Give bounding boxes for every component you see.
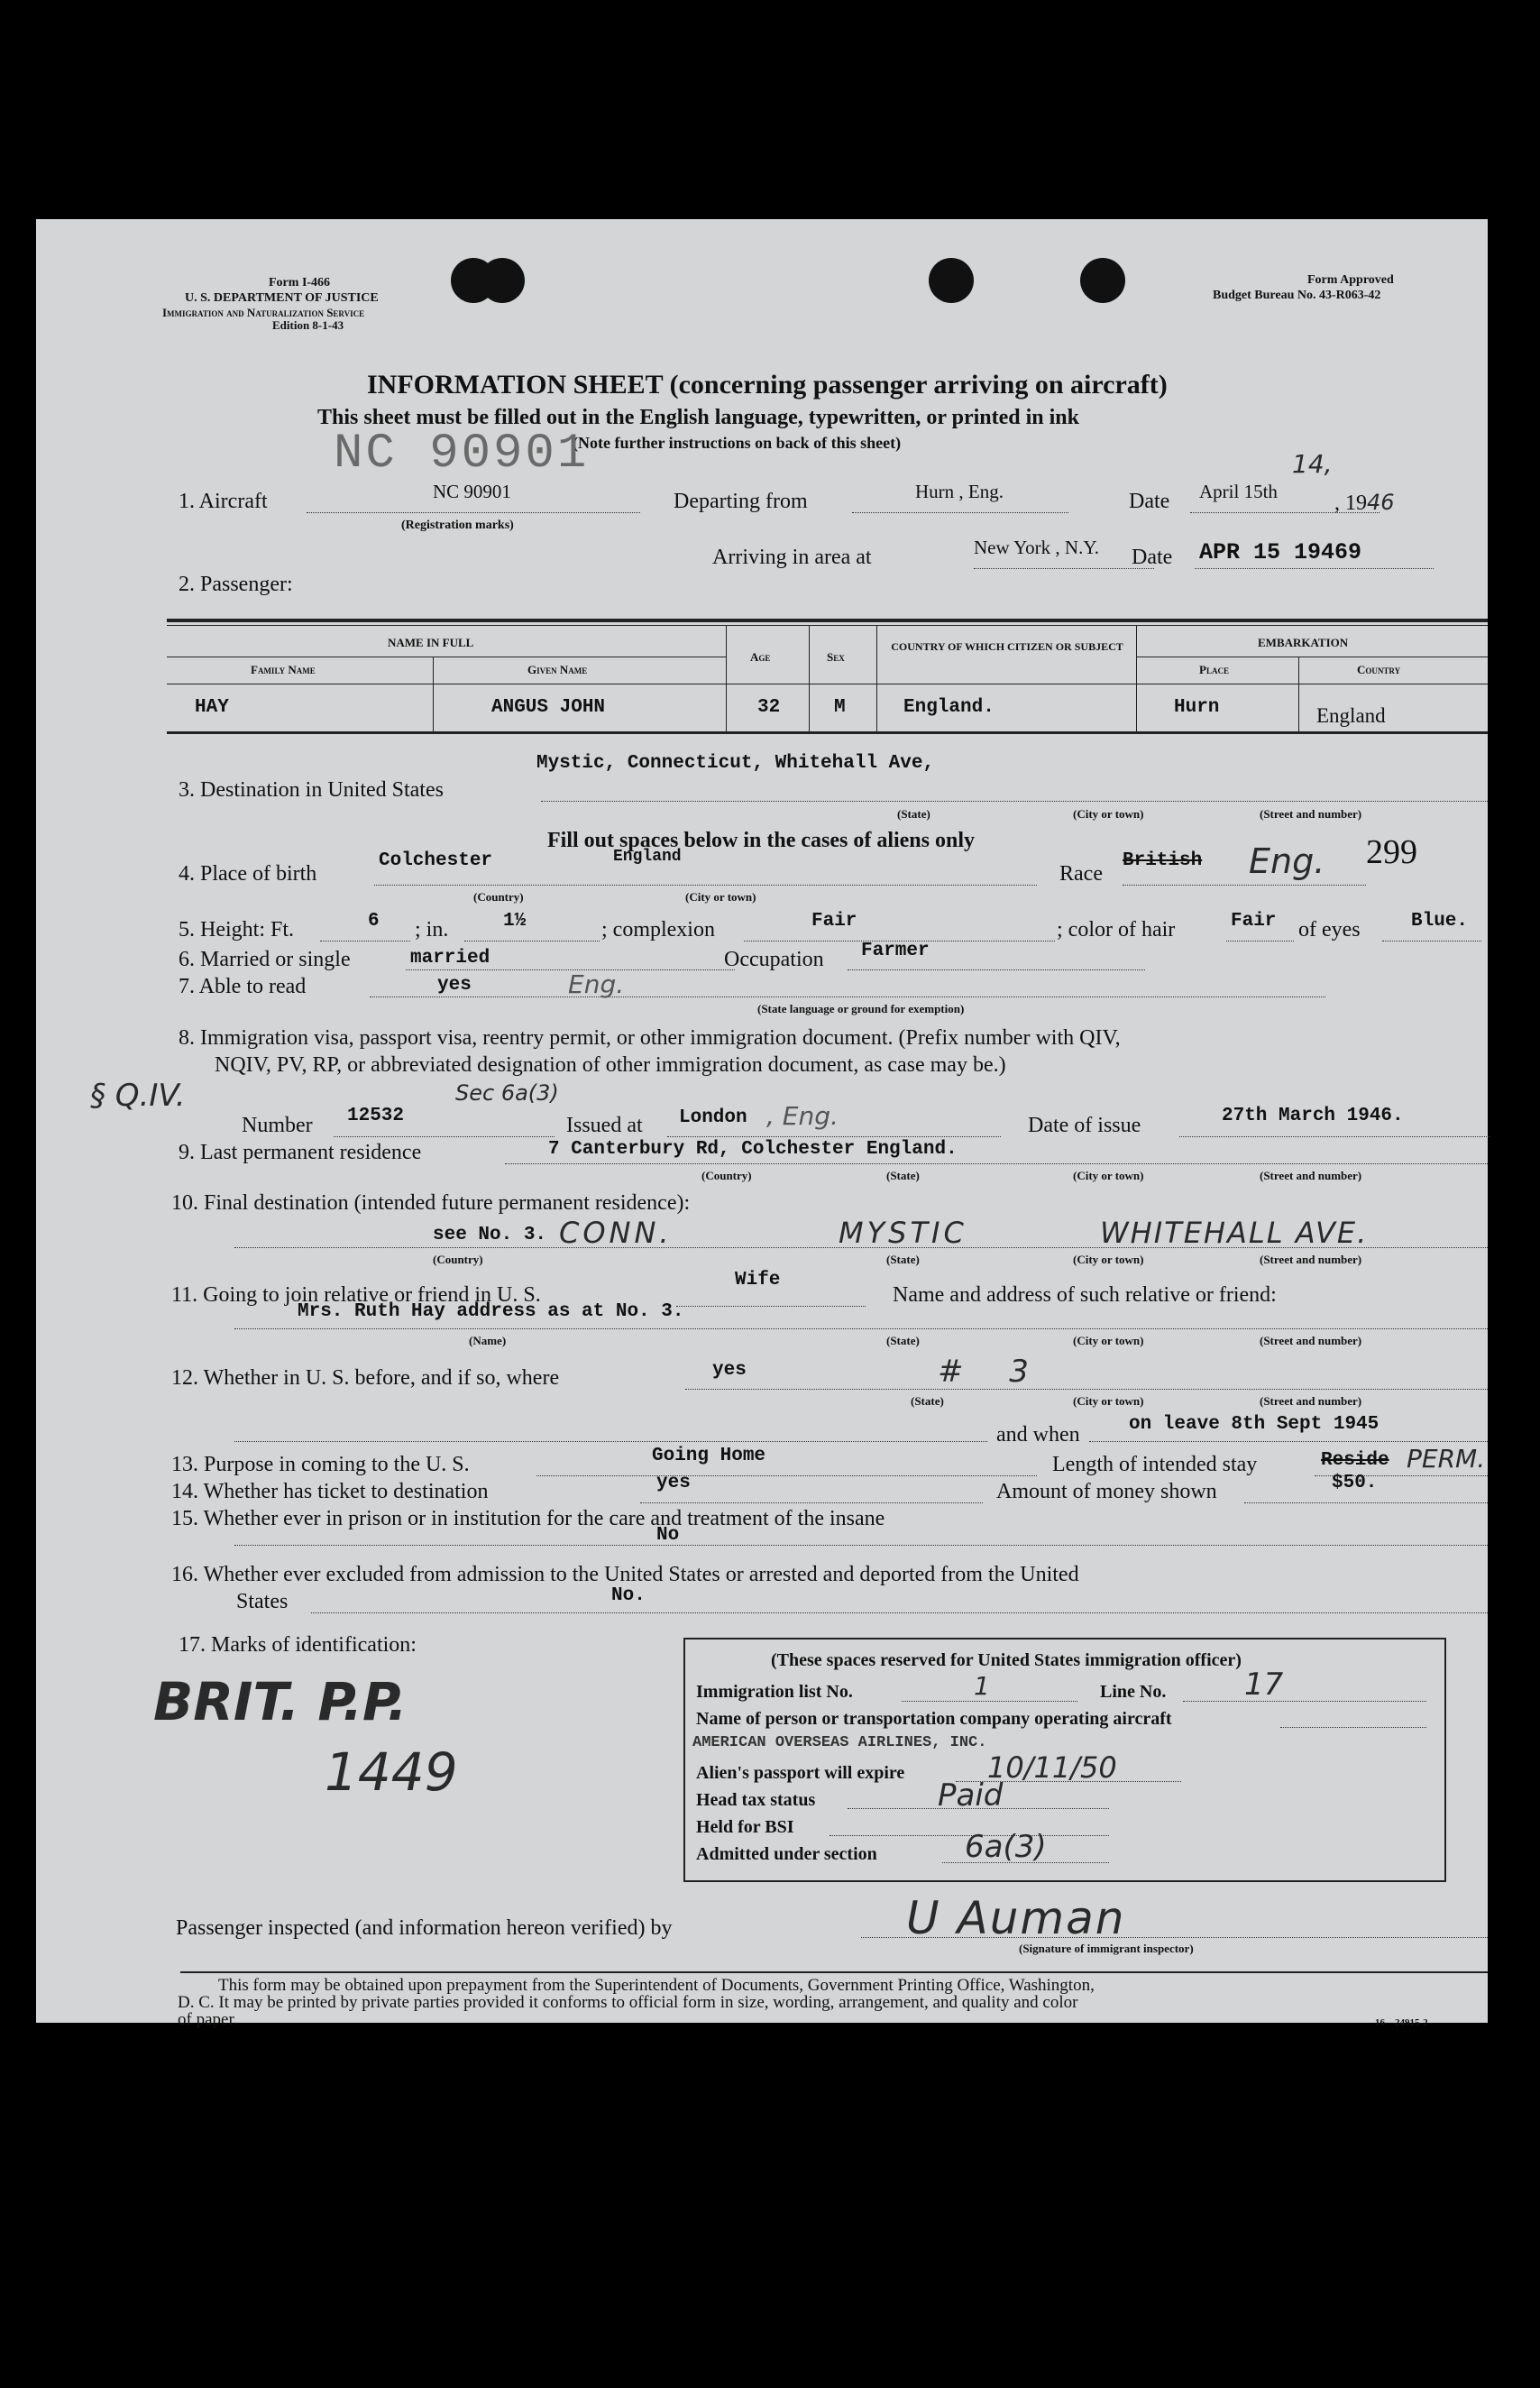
- table-top-rule: [167, 619, 1488, 622]
- section-value: 6a(3): [965, 1829, 1047, 1865]
- passport-value: 10/11/50: [987, 1750, 1117, 1785]
- punch-hole: [929, 258, 974, 303]
- q11-caption-city: (City or town): [1073, 1334, 1144, 1347]
- section-label: Admitted under section: [696, 1844, 877, 1864]
- read-language: Eng.: [568, 969, 625, 999]
- department: U. S. DEPARTMENT OF JUSTICE: [185, 291, 379, 305]
- relative-value: Mrs. Ruth Hay address as at No. 3.: [298, 1301, 684, 1322]
- tax-value: Paid: [938, 1777, 1004, 1814]
- q6-label: 6. Married or single: [179, 948, 351, 971]
- bsi-label: Held for BSI: [696, 1817, 794, 1837]
- footer-line-3: of paper.: [178, 2010, 238, 2029]
- q11-caption-state: (State): [886, 1334, 920, 1347]
- q9-label: 9. Last permanent residence: [179, 1141, 422, 1164]
- stay-struck: Reside: [1321, 1450, 1389, 1471]
- q3-caption-state: (State): [897, 807, 930, 821]
- destination-value: Mystic, Connecticut, Whitehall Ave,: [536, 753, 935, 774]
- aircraft-stamp: NC 90901: [334, 427, 590, 482]
- issued-value: London: [679, 1107, 747, 1128]
- date-issue-label: Date of issue: [1028, 1114, 1141, 1137]
- eyes-value: Blue.: [1411, 911, 1469, 932]
- th-country: Country: [1357, 663, 1401, 676]
- th-place: Place: [1199, 663, 1229, 676]
- height-in: 1½: [503, 911, 527, 932]
- form-sheet: [36, 219, 1488, 2029]
- final-dest-state: CONN.: [559, 1216, 673, 1250]
- date-correction: 14,: [1292, 449, 1333, 479]
- line-label: Line No.: [1100, 1682, 1167, 1702]
- th-age: Age: [750, 650, 771, 664]
- date-label: Date: [1129, 490, 1170, 513]
- money-label: Amount of money shown: [996, 1480, 1217, 1503]
- q5-complexion-label: ; complexion: [601, 918, 715, 941]
- q5-label: 5. Height: Ft.: [179, 918, 295, 941]
- q12-label: 12. Whether in U. S. before, and if so, where: [171, 1366, 560, 1390]
- q11-caption-name: (Name): [469, 1334, 507, 1347]
- list-label: Immigration list No.: [696, 1682, 853, 1702]
- final-dest-city: MYSTIC: [839, 1216, 967, 1250]
- tax-label: Head tax status: [696, 1790, 816, 1810]
- issued-hand: , Eng.: [766, 1101, 839, 1131]
- page-title: INFORMATION SHEET (concerning passenger arriving on aircraft): [367, 370, 1168, 400]
- q4-label: 4. Place of birth: [179, 862, 317, 886]
- visa-number: 12532: [347, 1106, 405, 1126]
- inspected-label: Passenger inspected (and information hereon verified) by: [176, 1916, 673, 1940]
- q2-label: 2. Passenger:: [179, 573, 293, 596]
- q9-caption-street: (Street and number): [1260, 1169, 1362, 1182]
- cell-citizen: England.: [903, 697, 995, 718]
- q9-caption-country: (Country): [701, 1169, 752, 1182]
- footer-rule: [180, 1971, 1488, 1973]
- q9-caption-city: (City or town): [1073, 1169, 1144, 1182]
- list-value: 1: [974, 1671, 990, 1701]
- date-value: April 15th: [1199, 481, 1278, 502]
- when-label: and when: [996, 1423, 1080, 1447]
- race-value: Eng.: [1249, 841, 1325, 881]
- prison-value: No: [656, 1525, 680, 1546]
- q12-caption-city: (City or town): [1073, 1394, 1144, 1408]
- table-bottom-rule: [167, 731, 1488, 734]
- cell-given: ANGUS JOHN: [491, 697, 606, 718]
- q10-caption-city: (City or town): [1073, 1253, 1144, 1266]
- service: Immigration and Naturalization Service: [162, 306, 365, 319]
- q8-number-label: Number: [242, 1114, 313, 1137]
- read-value: yes: [437, 975, 472, 996]
- q7-label: 7. Able to read: [179, 975, 307, 998]
- footer-code: 16—24915-2: [1375, 2017, 1428, 2028]
- excluded-value: No.: [611, 1585, 646, 1606]
- th-given-name: Given Name: [527, 663, 588, 676]
- birth-country: England: [613, 848, 682, 866]
- q10-label: 10. Final destination (intended future permanent residence):: [171, 1191, 691, 1215]
- subtitle: This sheet must be filled out in the English language, typewritten, or printed in ink: [317, 406, 1079, 429]
- inspector-signature: U Auman: [906, 1892, 1126, 1944]
- footer-line-1: This form may be obtained upon prepayment from the Superintendent of Documents, Government Printing Office, Washington,: [218, 1976, 1095, 1995]
- q11-caption-street: (Street and number): [1260, 1334, 1362, 1347]
- married-value: married: [410, 948, 490, 969]
- year-label: , 1946: [1334, 490, 1395, 515]
- company-label: Name of person or transportation company operating aircraft: [696, 1709, 1172, 1729]
- signature-caption: (Signature of immigrant inspector): [1019, 1942, 1194, 1955]
- line-value: 17: [1244, 1667, 1284, 1703]
- q10-caption-country: (Country): [433, 1253, 483, 1266]
- q1-label: 1. Aircraft: [179, 490, 268, 513]
- id-marks-1: BRIT. P.P.: [153, 1671, 408, 1732]
- q8-margin-note: § Q.IV.: [90, 1078, 186, 1114]
- th-name-in-full: NAME IN FULL: [388, 636, 474, 649]
- cell-sex: M: [834, 697, 846, 718]
- purpose-value: Going Home: [652, 1446, 766, 1466]
- form-approved: Form Approved: [1307, 273, 1394, 287]
- th-embarkation: EMBARKATION: [1258, 636, 1349, 649]
- arrival-date-stamp: APR 15 19469: [1199, 539, 1362, 565]
- race-struck: British: [1123, 850, 1203, 871]
- th-country-citizen: COUNTRY OF WHICH CITIZEN OR SUBJECT: [891, 640, 1123, 653]
- officer-box-title: (These spaces reserved for United States immigration officer): [771, 1650, 1242, 1670]
- aircraft-value: NC 90901: [433, 481, 511, 502]
- cell-age: 32: [757, 697, 781, 718]
- th-sex: Sex: [827, 650, 845, 664]
- q11-name-label: Name and address of such relative or friend:: [893, 1283, 1277, 1307]
- hair-value: Fair: [1231, 911, 1277, 932]
- stay-value: PERM.: [1407, 1444, 1486, 1474]
- q16-label-2: States: [236, 1590, 289, 1613]
- q3-label: 3. Destination in United States: [179, 778, 444, 802]
- id-marks-2: 1449: [325, 1741, 458, 1803]
- q12-caption-street: (Street and number): [1260, 1394, 1362, 1408]
- company-value: AMERICAN OVERSEAS AIRLINES, INC.: [692, 1734, 987, 1751]
- q12-caption-state: (State): [911, 1394, 944, 1408]
- occupation-label: Occupation: [724, 948, 824, 971]
- registration-caption: (Registration marks): [401, 519, 514, 532]
- final-dest-typed: see No. 3.: [433, 1225, 547, 1245]
- q8-text-1: 8. Immigration visa, passport visa, reentry permit, or other immigration document. (Prefix number with QIV,: [179, 1026, 1121, 1050]
- arriving-value: New York , N.Y.: [974, 537, 1100, 558]
- punch-hole: [1080, 258, 1125, 303]
- arriving-label: Arriving in area at: [712, 546, 872, 569]
- q10-caption-street: (Street and number): [1260, 1253, 1362, 1266]
- q4-caption-country: (Country): [473, 890, 524, 904]
- height-ft: 6: [368, 911, 380, 932]
- q5-eyes-label: of eyes: [1298, 918, 1361, 941]
- issued-label: Issued at: [566, 1114, 643, 1137]
- in-us-before-where: # 3: [938, 1354, 1047, 1390]
- date2-label: Date: [1132, 546, 1173, 569]
- passport-label: Alien's passport will expire: [696, 1763, 905, 1783]
- cell-family: HAY: [195, 697, 229, 718]
- departing-label: Departing from: [674, 490, 808, 513]
- q16-label-1: 16. Whether ever excluded from admission to the United States or arrested and deported from the United: [171, 1563, 1079, 1586]
- note: (Note further instructions on back of this sheet): [573, 434, 902, 452]
- q9-caption-state: (State): [886, 1169, 920, 1182]
- punch-hole: [480, 258, 525, 303]
- q13-label: 13. Purpose in coming to the U. S.: [171, 1453, 470, 1476]
- q8-section-note: Sec 6a(3): [455, 1080, 559, 1106]
- q14-label: 14. Whether has ticket to destination: [171, 1480, 489, 1503]
- residence-value: 7 Canterbury Rd, Colchester England.: [548, 1139, 958, 1160]
- in-us-before: yes: [712, 1360, 747, 1381]
- occupation-value: Farmer: [861, 941, 930, 961]
- q4-caption-city: (City or town): [685, 890, 756, 904]
- race-label: Race: [1059, 862, 1103, 886]
- aliens-note: Fill out spaces below in the cases of aliens only: [547, 829, 976, 852]
- when-value: on leave 8th Sept 1945: [1129, 1414, 1380, 1435]
- footer-line-2: D. C. It may be printed by private parties provided it conforms to official form in size, wording, arrangement, and quality and color: [178, 1993, 1078, 2012]
- q8-text-2: NQIV, PV, RP, or abbreviated designation of other immigration document, as case may be.): [215, 1053, 1006, 1077]
- q5-in-label: ; in.: [415, 918, 449, 941]
- cell-place: Hurn: [1174, 697, 1220, 718]
- q3-caption-city: (City or town): [1073, 807, 1144, 821]
- edition: Edition 8-1-43: [272, 318, 344, 332]
- q15-label: 15. Whether ever in prison or in institution for the care and treatment of the insane: [171, 1507, 885, 1530]
- departing-value: Hurn , Eng.: [915, 481, 1004, 502]
- th-family-name: Family Name: [251, 663, 316, 676]
- stamp-number: 299: [1366, 833, 1417, 871]
- final-dest-street: WHITEHALL AVE.: [1100, 1216, 1369, 1250]
- q11-label: 11. Going to join relative or friend in U. S.: [171, 1283, 541, 1307]
- form-label: Form I-466: [269, 276, 331, 289]
- q3-caption-street: (Street and number): [1260, 807, 1362, 821]
- q5-hair-label: ; color of hair: [1057, 918, 1176, 941]
- cell-country: England: [1316, 704, 1386, 727]
- ticket-value: yes: [656, 1473, 691, 1493]
- money-value: $50.: [1332, 1473, 1378, 1493]
- stay-label: Length of intended stay: [1052, 1453, 1258, 1476]
- relation-value: Wife: [735, 1270, 781, 1290]
- date-issue-value: 27th March 1946.: [1222, 1106, 1404, 1126]
- q17-label: 17. Marks of identification:: [179, 1633, 417, 1657]
- q7-caption: (State language or ground for exemption): [757, 1002, 965, 1015]
- budget-bureau: Budget Bureau No. 43-R063-42: [1213, 289, 1381, 302]
- birth-city: Colchester: [379, 850, 493, 871]
- q10-caption-state: (State): [886, 1253, 920, 1266]
- complexion-value: Fair: [811, 911, 857, 932]
